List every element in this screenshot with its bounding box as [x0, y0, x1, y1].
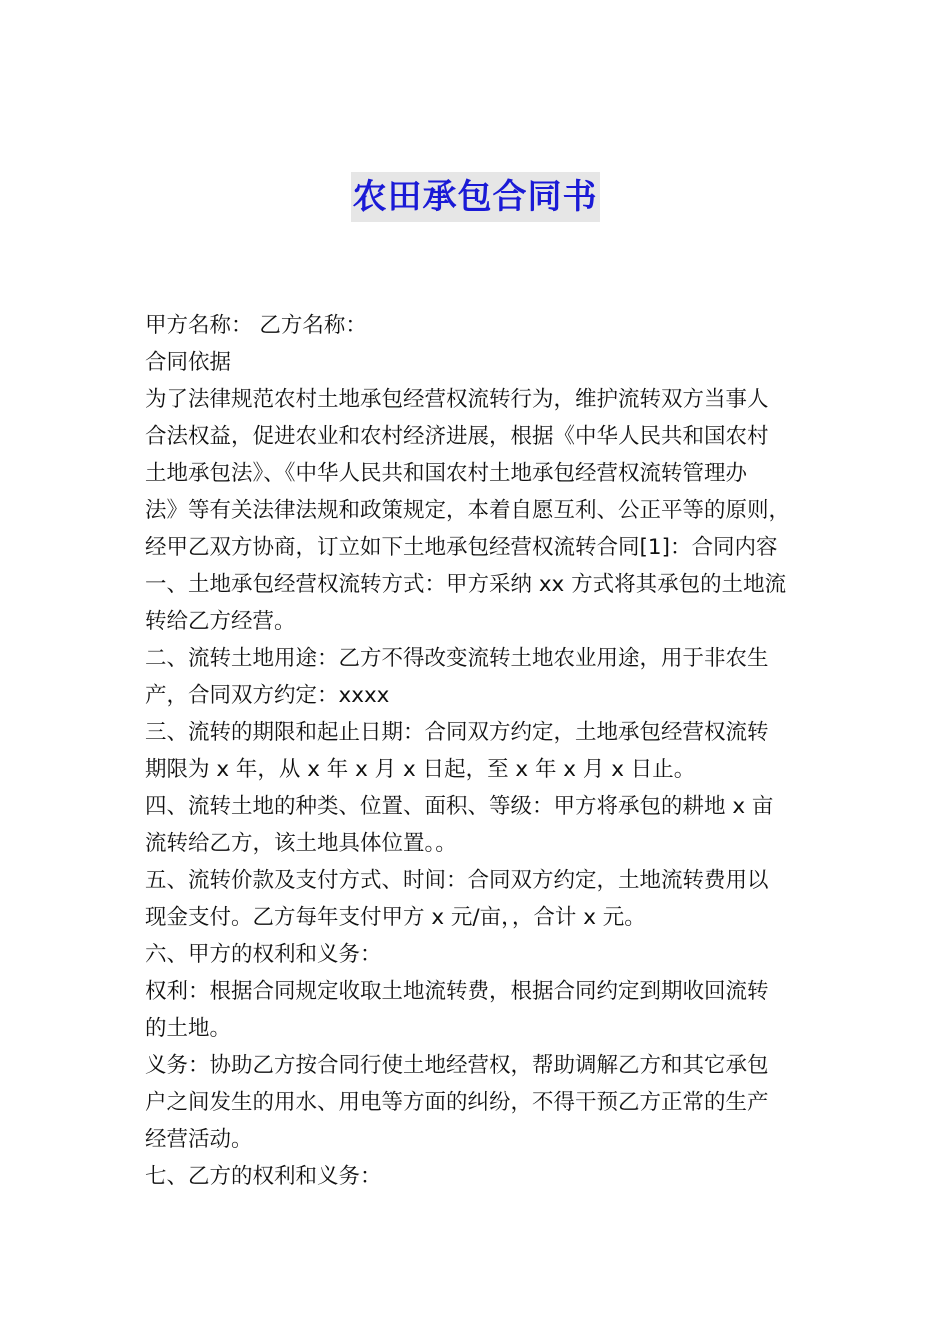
- clause-2-line: 二、流转土地用途：乙方不得改变流转土地农业用途，用于非农生: [145, 646, 769, 671]
- clause-5-line: 五、流转价款及支付方式、时间：合同双方约定，土地流转费用以: [145, 868, 769, 893]
- clause-4-line: 流转给乙方，该土地具体位置。。: [145, 831, 457, 856]
- clause-3-line: 期限为 x 年，从 x 年 x 月 x 日起，至 x 年 x 月 x 日止。: [145, 757, 696, 782]
- paragraph-line: 为了法律规范农村土地承包经营权流转行为，维护流转双方当事人: [145, 387, 769, 412]
- paragraph-line: 经甲乙双方协商，订立如下土地承包经营权流转合同[1]：合同内容: [145, 535, 778, 560]
- clause-6-heading: 六、甲方的权利和义务：: [145, 942, 382, 967]
- clause-6-rights-line: 权利：根据合同规定收取土地流转费，根据合同约定到期收回流转: [145, 979, 769, 1004]
- clause-3-line: 三、流转的期限和起止日期：合同双方约定，土地承包经营权流转: [145, 720, 769, 745]
- clause-6-duties-line: 经营活动。: [145, 1127, 253, 1152]
- clause-1-line: 一、土地承包经营权流转方式：甲方采纳 xx 方式将其承包的土地流: [145, 572, 787, 597]
- clause-4-line: 四、流转土地的种类、位置、面积、等级：甲方将承包的耕地 x 亩: [145, 794, 774, 819]
- clause-7-heading: 七、乙方的权利和义务：: [145, 1164, 382, 1189]
- clause-6-duties-line: 户之间发生的用水、用电等方面的纠纷，不得干预乙方正常的生产: [145, 1090, 769, 1115]
- document-body: [145, 307, 825, 1195]
- title-container: [0, 172, 950, 222]
- paragraph-line: 土地承包法》、《中华人民共和国农村土地承包经营权流转管理办: [145, 461, 748, 486]
- paragraph-line: 合法权益，促进农业和农村经济进展，根据《中华人民共和国农村: [145, 424, 769, 449]
- clause-2-line: 产，合同双方约定：xxxx: [145, 683, 390, 708]
- party-names-line: 甲方名称： 乙方名称：: [145, 313, 367, 338]
- clause-6-duties-line: 义务：协助乙方按合同行使土地经营权，帮助调解乙方和其它承包: [145, 1053, 769, 1078]
- document-title: 农田承包合同书: [351, 172, 600, 222]
- section-heading-basis: 合同依据: [145, 350, 232, 375]
- clause-1-line: 转给乙方经营。: [145, 609, 296, 634]
- clause-6-rights-line: 的土地。: [145, 1016, 232, 1041]
- paragraph-line: 法》等有关法律法规和政策规定，本着自愿互利、公正平等的原则，: [145, 498, 791, 523]
- clause-5-line: 现金支付。乙方每年支付甲方 x 元/亩，，合计 x 元。: [145, 905, 646, 930]
